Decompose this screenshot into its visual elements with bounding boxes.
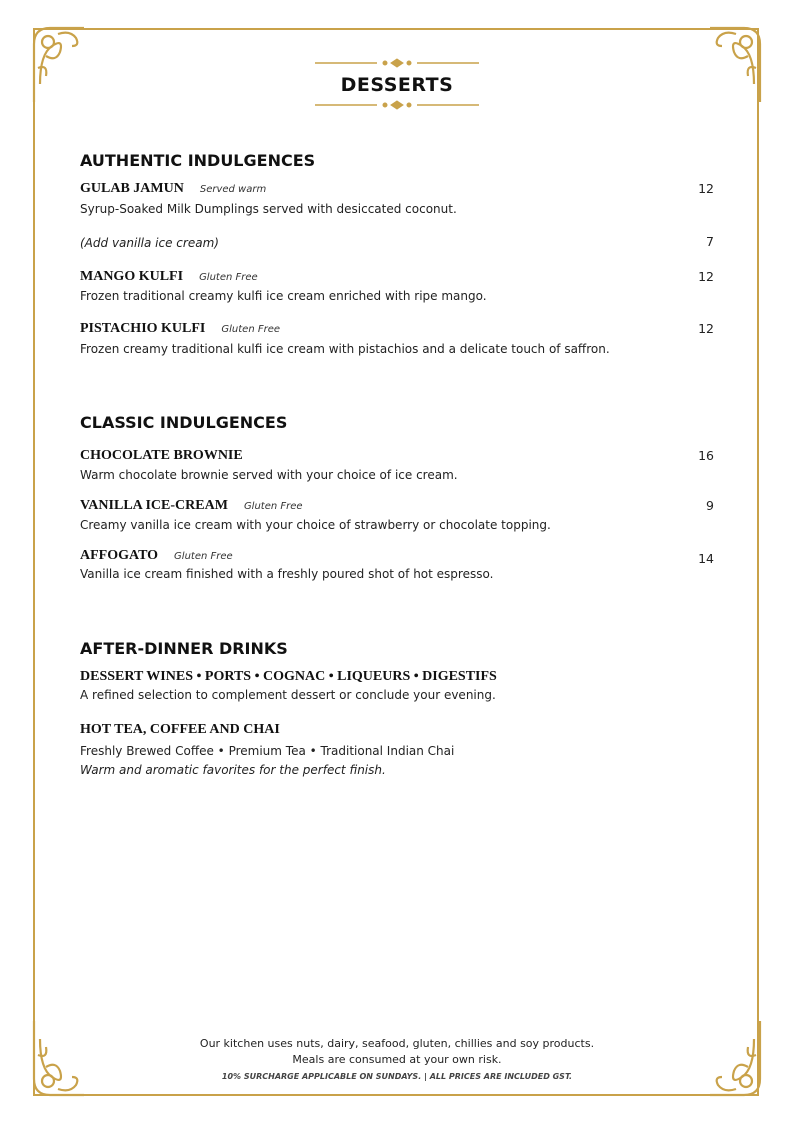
allergen-notice: Our kitchen uses nuts, dairy, seafood, gluten, chillies and soy products. (199, 1037, 595, 1050)
ornament-divider-icon (315, 100, 479, 110)
menu-item-name: PISTACHIO KULFI Gluten Free (80, 321, 280, 336)
item-description: Freshly Brewed Coffee • Premium Tea • Traditional Indian Chai (80, 744, 455, 758)
menu-item-name: MANGO KULFI Gluten Free (80, 269, 258, 284)
menu-item-name: VANILLA ICE-CREAM Gluten Free (80, 498, 303, 513)
page-title: DESSERTS (340, 74, 454, 96)
item-description: A refined selection to complement dessert or conclude your evening. (80, 688, 496, 702)
ornament-divider-icon (315, 58, 479, 68)
item-description: Vanilla ice cream finished with a freshly poured shot of hot espresso. (80, 567, 494, 581)
item-tag: Gluten Free (221, 324, 280, 335)
menu-item-name: AFFOGATO Gluten Free (80, 548, 233, 563)
item-price: 12 (698, 181, 714, 196)
item-description: Creamy vanilla ice cream with your choice of strawberry or chocolate topping. (80, 518, 551, 532)
item-price: 7 (706, 234, 714, 249)
item-description: Syrup-Soaked Milk Dumplings served with desiccated coconut. (80, 202, 457, 216)
section-heading: AUTHENTIC INDULGENCES (80, 151, 316, 170)
menu-item-name: GULAB JAMUN Served warm (80, 181, 267, 196)
surcharge-notice: 10% SURCHARGE APPLICABLE ON SUNDAYS. | ALL PRICES ARE INCLUDED GST. (221, 1072, 573, 1081)
risk-notice: Meals are consumed at your own risk. (292, 1053, 502, 1066)
page-header (0, 58, 794, 110)
item-tag: Served warm (199, 184, 267, 195)
item-note: Warm and aromatic favorites for the perfect finish. (80, 763, 386, 777)
item-tag: Gluten Free (199, 272, 258, 283)
item-addon: (Add vanilla ice cream) (80, 236, 219, 250)
item-tag: Gluten Free (243, 501, 303, 512)
menu-item-name: DESSERT WINES • PORTS • COGNAC • LIQUEURS • DIGESTIFS (80, 669, 497, 684)
item-price: 16 (698, 448, 714, 463)
item-description: Frozen traditional creamy kulfi ice cream enriched with ripe mango. (80, 289, 487, 303)
section-heading: AFTER-DINNER DRINKS (80, 639, 288, 658)
item-tag: Gluten Free (174, 551, 233, 562)
item-price: 12 (698, 269, 714, 284)
item-price: 12 (698, 321, 714, 336)
section-heading: CLASSIC INDULGENCES (80, 413, 288, 432)
item-description: Warm chocolate brownie served with your choice of ice cream. (80, 468, 458, 482)
menu-item-name: HOT TEA, COFFEE AND CHAI (80, 722, 280, 737)
item-price: 14 (698, 551, 714, 566)
item-description: Frozen creamy traditional kulfi ice cream with pistachios and a delicate touch of saffron. (80, 342, 610, 356)
item-price: 9 (706, 498, 714, 513)
menu-item-name: CHOCOLATE BROWNIE (80, 448, 243, 463)
